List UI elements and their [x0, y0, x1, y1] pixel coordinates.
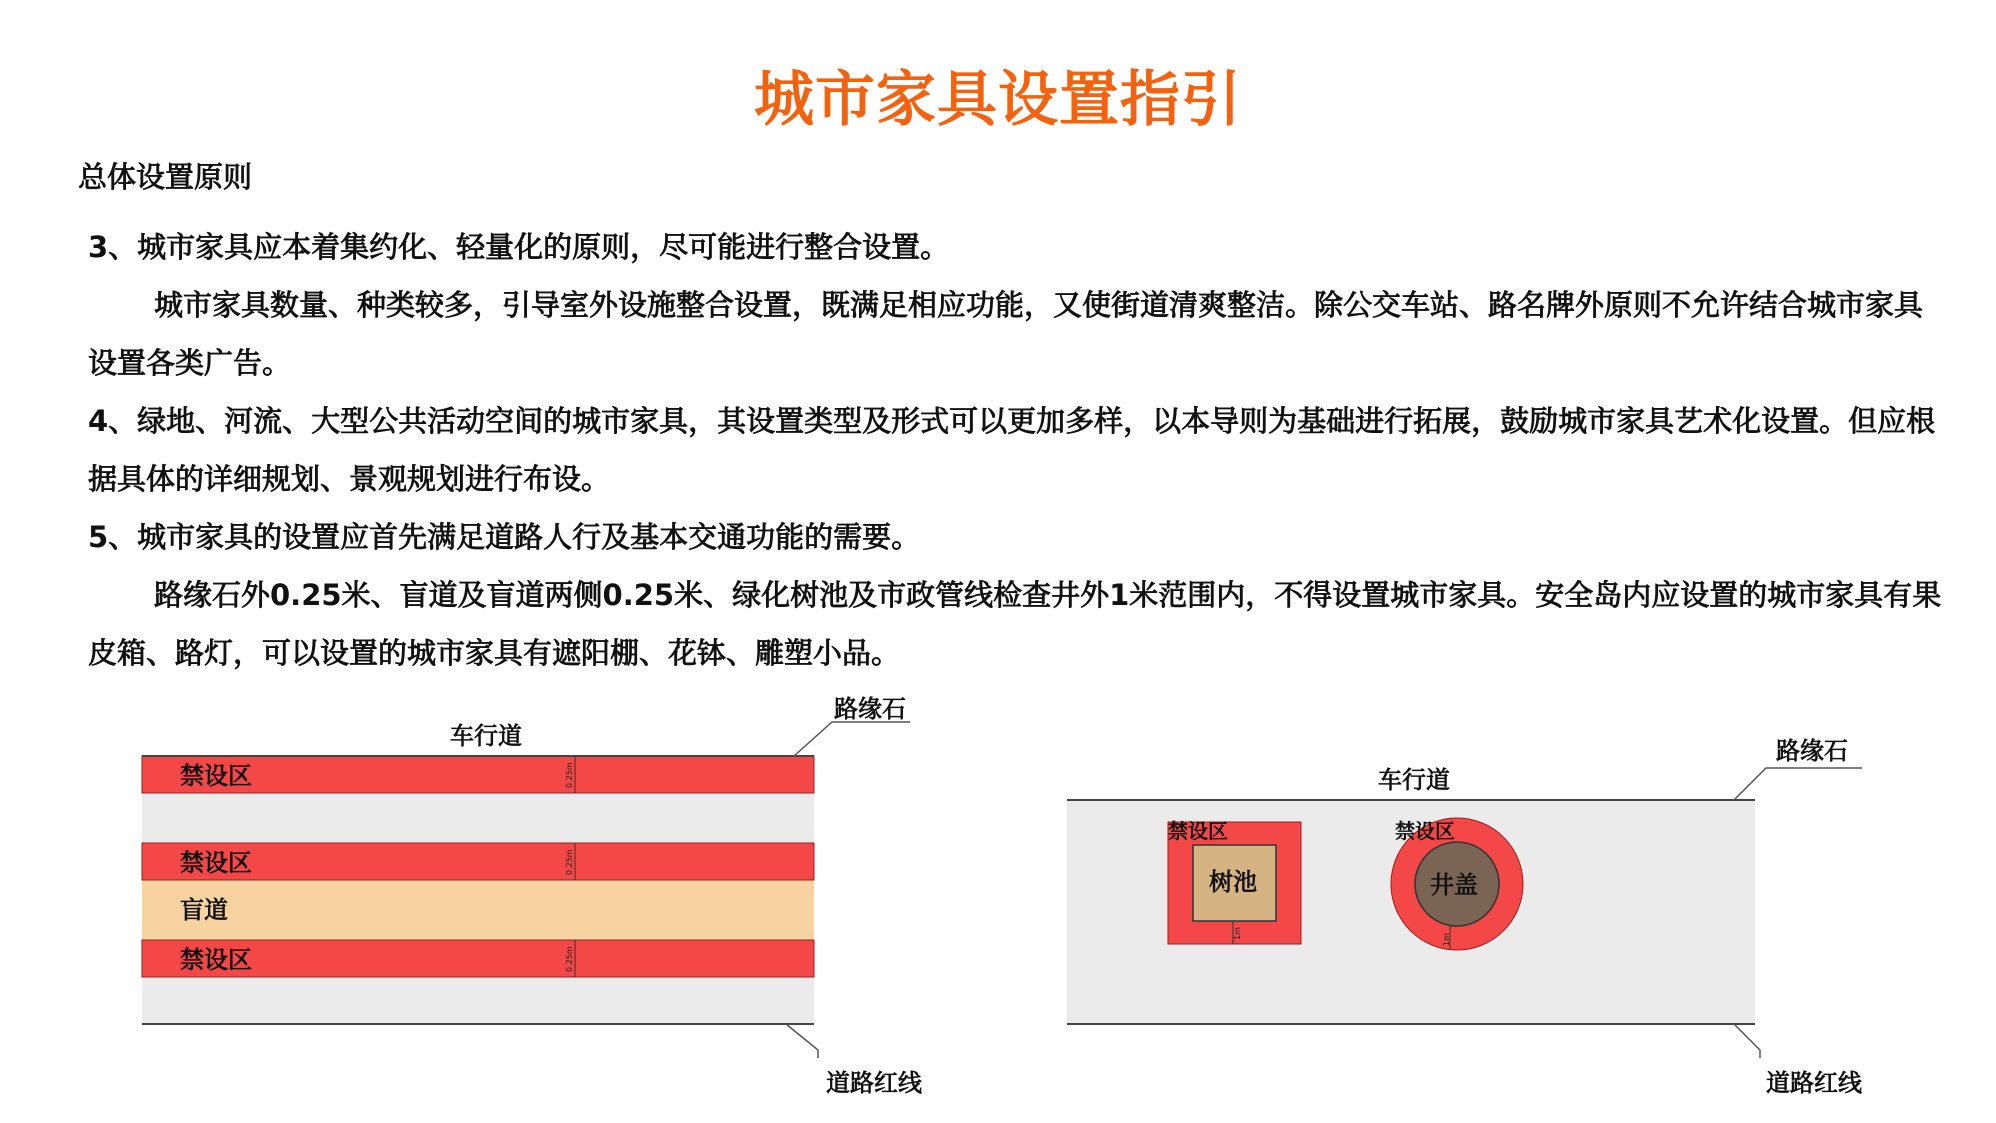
section-heading: 总体设置原则 — [78, 160, 253, 194]
paragraph-principle-5-detail: 路缘石外0.25米、盲道及盲道两侧0.25米、绿化树池及市政管线检查井外1米范围内，不得设置城市家具。安全岛内应设置的城市家具有果皮箱、路灯，可以设置的城市家具有遮阳棚、花钵、雕塑小品。 — [88, 578, 1942, 670]
right-curb-leader — [1734, 768, 1862, 800]
tree-pit-label: 树池 — [1209, 868, 1257, 896]
manhole-label: 井盖 — [1430, 871, 1478, 899]
right-roadway-label: 车行道 — [1378, 766, 1450, 794]
left-roadway-label: 车行道 — [450, 722, 522, 750]
no-build-label-lower: 禁设区 — [180, 946, 252, 974]
dimension-label-1: 0.25m — [565, 762, 574, 788]
dimension-label-3: 0.25m — [565, 946, 574, 972]
dimension-label-2: 0.25m — [565, 849, 574, 875]
tree-pit-dimension-label: 1m — [1233, 927, 1242, 940]
right-redline-label: 道路红线 — [1766, 1069, 1862, 1097]
right-curb-label: 路缘石 — [1776, 737, 1848, 765]
left-curb-label: 路缘石 — [834, 695, 906, 723]
tactile-paving-label: 盲道 — [180, 896, 228, 924]
page-title: 城市家具设置指引 — [754, 65, 1242, 135]
paragraph-principle-3-detail: 城市家具数量、种类较多，引导室外设施整合设置，既满足相应功能，又使街道清爽整洁。除公交车站、路名牌外原则不允许结合城市家具设置各类广告。 — [88, 288, 1924, 380]
tree-pit-no-build-label: 禁设区 — [1168, 819, 1228, 843]
paragraph-principle-5: 5、城市家具的设置应首先满足道路人行及基本交通功能的需要。 — [88, 520, 921, 554]
paragraph-principle-3: 3、城市家具应本着集约化、轻量化的原则，尽可能进行整合设置。 — [88, 230, 950, 264]
left-redline-label: 道路红线 — [826, 1069, 922, 1097]
no-build-label-curb: 禁设区 — [180, 762, 252, 790]
manhole-dimension-label: 1m — [1442, 933, 1451, 946]
manhole-no-build-label: 禁设区 — [1395, 819, 1455, 843]
no-build-label-upper: 禁设区 — [180, 849, 252, 877]
right-redline-leader — [1734, 1024, 1760, 1058]
paragraph-principle-4: 4、绿地、河流、大型公共活动空间的城市家具，其设置类型及形式可以更加多样，以本导则为基础进行拓展，鼓励城市家具艺术化设置。但应根据具体的详细规划、景观规划进行布设。 — [88, 404, 1936, 496]
